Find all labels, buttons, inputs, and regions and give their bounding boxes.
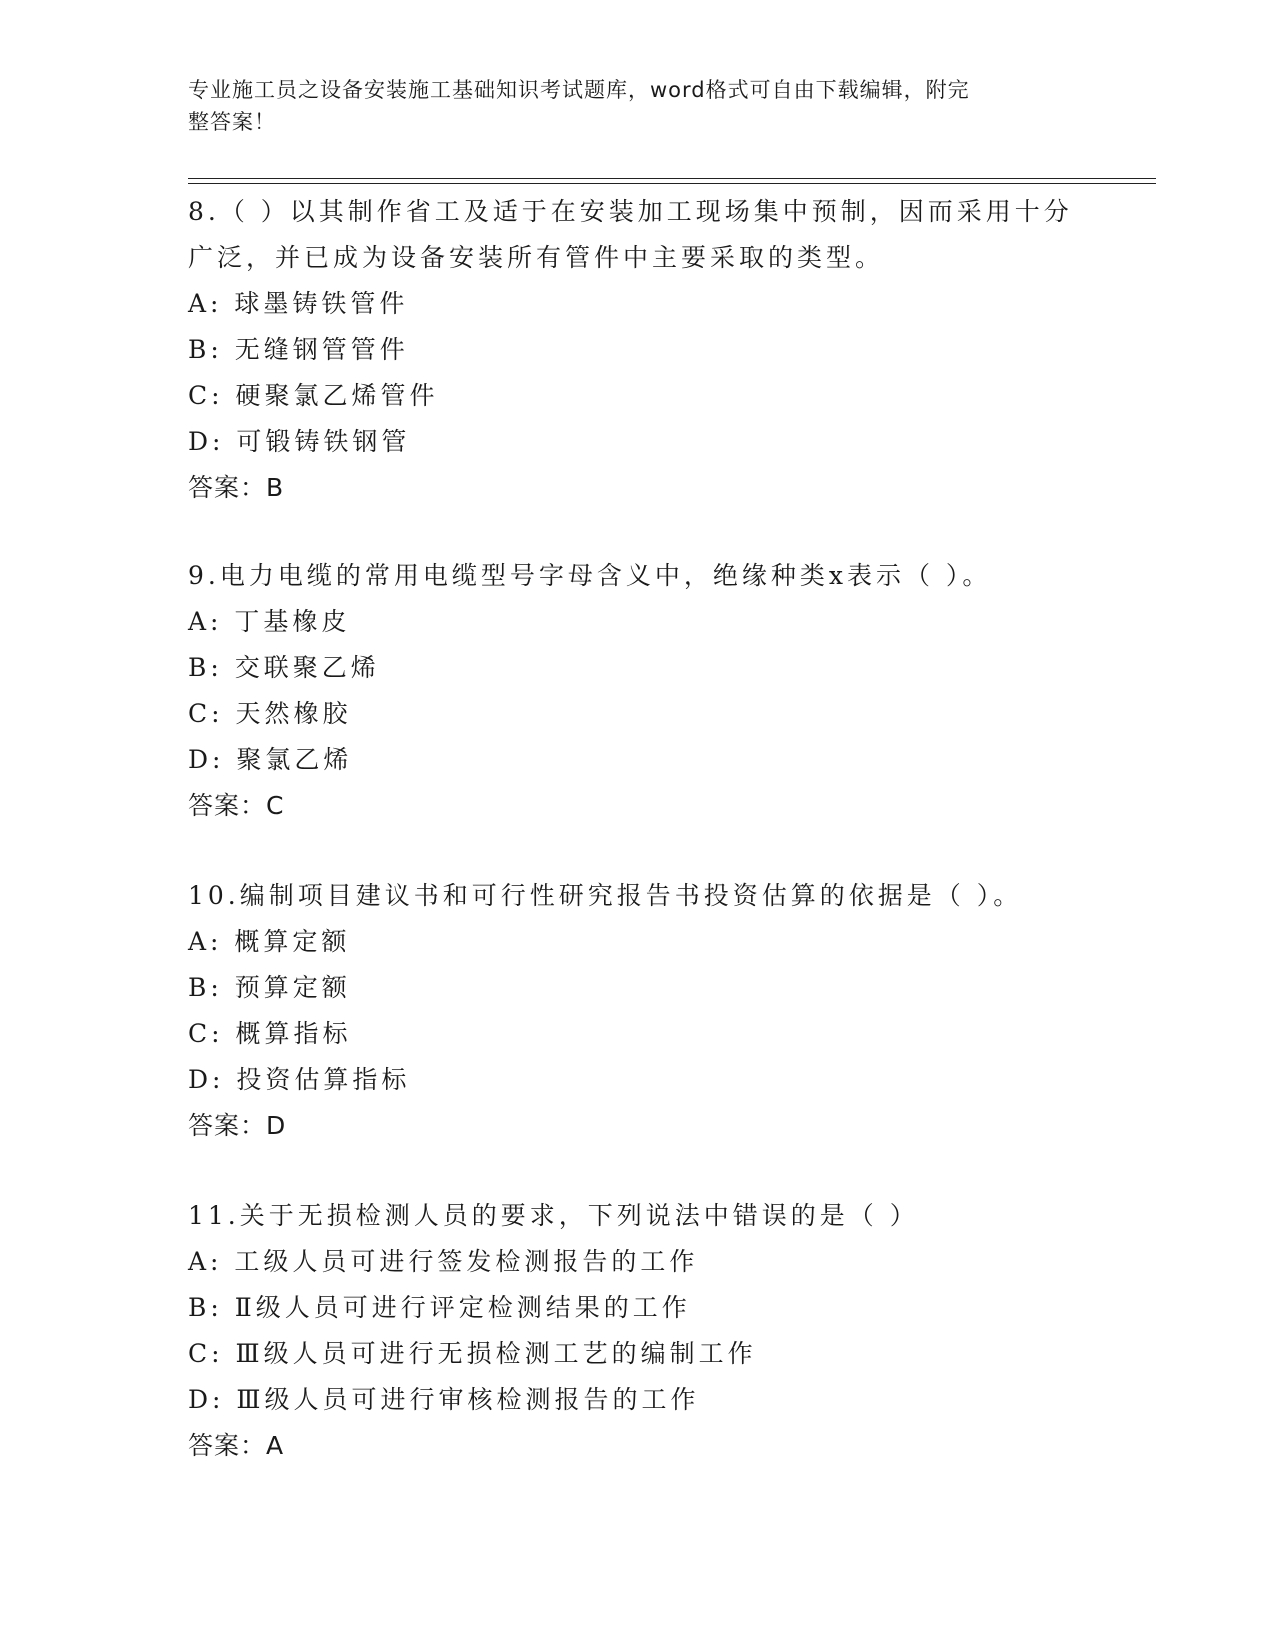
answer: 答案：C [188, 791, 285, 820]
option-d: D: 可锻铸铁钢管 [188, 427, 411, 456]
answer: 答案：B [188, 473, 285, 502]
question-stem: 11.关于无损检测人员的要求，下列说法中错误的是（ ） [188, 1201, 919, 1230]
question-10 [188, 873, 1088, 1149]
question-stem: 9.电力电缆的常用电缆型号字母含义中，绝缘种类x表示（ ）。 [188, 561, 992, 590]
option-a: A: 球墨铸铁管件 [188, 289, 409, 318]
header-title-line-1: 专业施工员之设备安装施工基础知识考试题库，word格式可自由下载编辑，附完 [188, 78, 970, 102]
option-b: B: 预算定额 [188, 973, 351, 1002]
question-9 [188, 553, 1088, 829]
option-c: C: Ⅲ级人员可进行无损检测工艺的编制工作 [188, 1339, 757, 1368]
question-8 [188, 189, 1088, 511]
option-d: D: Ⅲ级人员可进行审核检测报告的工作 [188, 1385, 700, 1414]
header-divider-top [188, 178, 1156, 179]
option-c: C: 概算指标 [188, 1019, 352, 1048]
option-b: B: 交联聚乙烯 [188, 653, 380, 682]
option-c: C: 天然橡胶 [188, 699, 352, 728]
header-title-line-2: 整答案！ [188, 110, 276, 134]
question-11 [188, 1193, 1088, 1469]
option-d: D: 聚氯乙烯 [188, 745, 353, 774]
option-a: A: 丁基橡皮 [188, 607, 351, 636]
answer: 答案：D [188, 1111, 287, 1140]
header-divider-bottom [188, 183, 1156, 184]
option-b: B: Ⅱ级人员可进行评定检测结果的工作 [188, 1293, 691, 1322]
option-d: D: 投资估算指标 [188, 1065, 411, 1094]
option-c: C: 硬聚氯乙烯管件 [188, 381, 439, 410]
option-a: A: 概算定额 [188, 927, 351, 956]
option-b: B: 无缝钢管管件 [188, 335, 409, 364]
document-header [188, 74, 1068, 138]
question-stem: 8.（ ）以其制作省工及适于在安装加工现场集中预制，因而采用十分 [188, 197, 1073, 226]
answer: 答案：A [188, 1431, 285, 1460]
question-stem: 10.编制项目建议书和可行性研究报告书投资估算的依据是（ ）。 [188, 881, 1023, 910]
option-a: A: 工级人员可进行签发检测报告的工作 [188, 1247, 699, 1276]
question-stem-continued: 广泛，并已成为设备安装所有管件中主要采取的类型。 [188, 243, 885, 272]
